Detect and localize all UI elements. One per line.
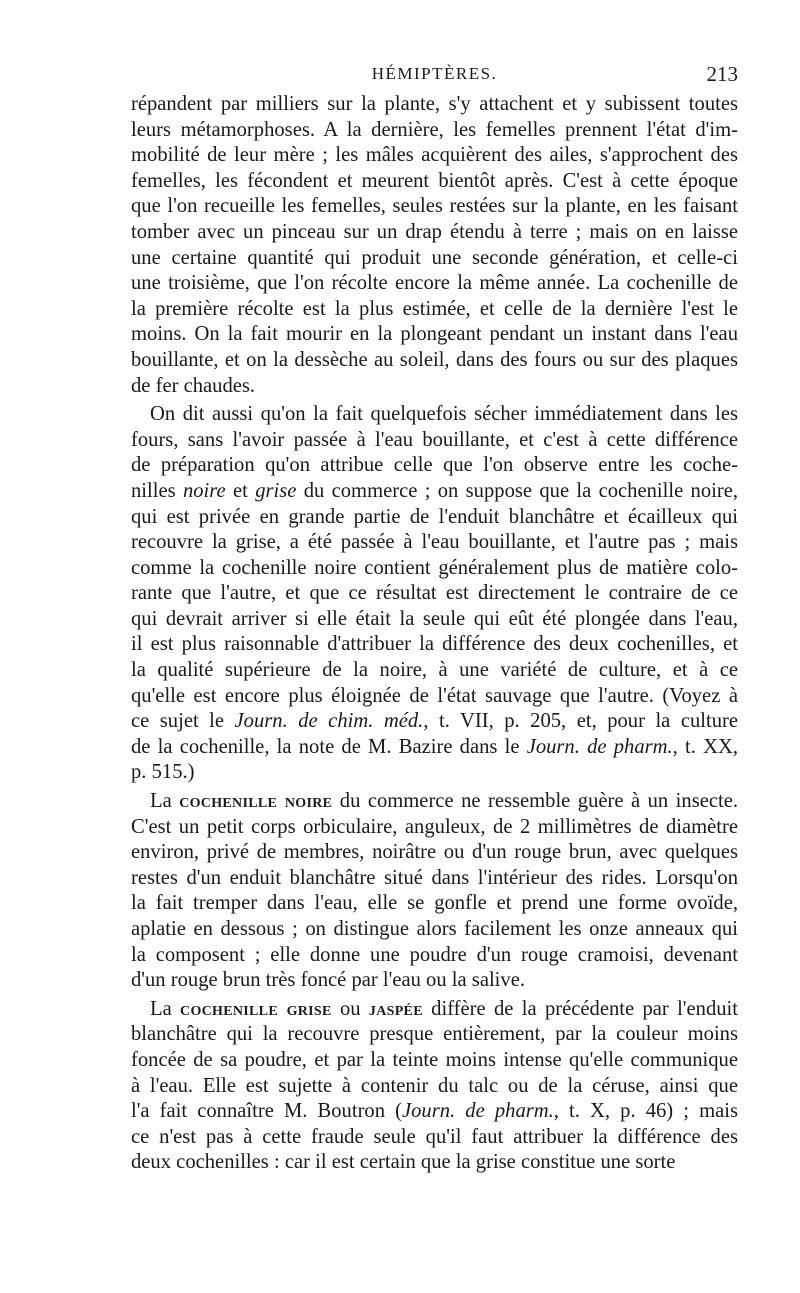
text-segment: la première récolte est la plus estimée, et celle de la dernière l'est le — [131, 297, 738, 320]
page-number: 213 — [706, 62, 738, 86]
text-line — [131, 428, 738, 454]
text-segment: il est plus raisonnable d'attribuer la différence des deux cochenilles, et — [131, 633, 738, 656]
text-segment: C'est un petit corps orbiculaire, anguleux, de 2 millimètres de diamètre — [131, 815, 738, 838]
text-segment: rante que l'autre, et que ce résultat est directement le contraire de ce — [131, 582, 738, 605]
text-segment: une troisième, que l'on récolte encore la même année. La cochenille de — [131, 272, 738, 295]
text-line — [131, 735, 738, 761]
emphasized-term: jaspée — [368, 997, 423, 1020]
text-segment: l'a fait connaître M. Boutron ( — [131, 1100, 402, 1123]
body-text — [131, 92, 738, 1176]
text-segment: blanchâtre qui la recouvre presque entièrement, par la couleur moins — [131, 1023, 738, 1046]
text-segment: restes d'un enduit blanchâtre situé dans l'intérieur des rides. Lorsqu'on — [131, 866, 738, 889]
text-segment: La — [150, 790, 180, 813]
text-segment: , t. X, p. 46) ; mais — [553, 1100, 738, 1123]
text-line — [131, 1048, 738, 1074]
text-line — [131, 658, 738, 684]
text-segment: du commerce ne ressemble guère à un insecte. — [332, 790, 739, 813]
text-segment: tomber avec un pinceau sur un drap étendu à terre ; mais on en laisse — [131, 220, 738, 243]
text-line — [131, 760, 738, 786]
text-line — [131, 581, 738, 607]
text-segment: ce n'est pas à cette fraude seule qu'il faut attribuer la différence des — [131, 1125, 738, 1148]
text-line — [131, 1150, 738, 1176]
text-segment: diffère de la précédente par l'enduit — [422, 997, 738, 1020]
emphasized-term: cochenille noire — [179, 790, 333, 813]
text-segment: recouvre la grise, a été passée à l'eau bouillante, et l'autre pas ; mais — [131, 531, 738, 554]
text-segment: répandent par milliers sur la plante, s'y attachent et y subissent toutes — [131, 93, 738, 115]
text-line — [131, 505, 738, 531]
paragraph — [131, 997, 738, 1176]
text-line — [131, 220, 738, 246]
text-segment: une certaine quantité qui produit une seconde génération, et celle-ci — [131, 246, 738, 269]
text-segment: de préparation qu'on attribue celle que l'on observe entre les coche- — [131, 454, 738, 477]
text-line — [131, 943, 738, 969]
paragraph — [131, 402, 738, 786]
text-line — [131, 709, 738, 735]
text-line — [131, 866, 738, 892]
emphasized-term: cochenille grise — [180, 997, 332, 1020]
italic-text: Journ. de pharm. — [402, 1100, 554, 1123]
text-line — [131, 322, 738, 348]
text-line — [131, 297, 738, 323]
text-line — [131, 1022, 738, 1048]
text-segment: mobilité de leur mère ; les mâles acquièrent des ailes, s'approchent des — [131, 144, 738, 167]
text-line — [131, 530, 738, 556]
text-segment: fours, sans l'avoir passée à l'eau bouillante, et c'est à cette différence — [131, 428, 738, 451]
text-segment: qui devrait arriver si elle était la seule qui eût été plongée dans l'eau, — [131, 607, 738, 630]
text-segment: La — [150, 997, 181, 1020]
text-segment: deux cochenilles : car il est certain que la grise constitue une sorte — [131, 1151, 676, 1174]
running-title: HÉMIPTÈRES. — [371, 64, 498, 83]
italic-text: Journ. de pharm. — [526, 735, 673, 758]
text-segment: la fait tremper dans l'eau, elle se gonfle et prend une forme ovoïde, — [131, 892, 738, 915]
text-segment: aplatie en dessous ; on distingue alors facilement les onze anneaux qui — [131, 918, 738, 940]
text-line — [131, 143, 738, 169]
text-line — [131, 118, 738, 144]
italic-text: grise — [255, 479, 297, 502]
text-line — [131, 374, 738, 400]
text-line — [131, 891, 738, 917]
text-segment: la composent ; elle donne une poudre d'un rouge cramoisi, devenant — [131, 943, 738, 966]
text-line — [131, 968, 738, 994]
text-segment: foncée de sa poudre, et par la teinte moins intense qu'elle communique — [131, 1048, 738, 1071]
text-line — [131, 402, 738, 428]
text-segment: , t. VII, p. 205, et, pour la culture — [423, 710, 739, 733]
text-segment: comme la cochenille noire contient généralement plus de matière colo- — [131, 556, 738, 579]
text-segment: moins. On la fait mourir en la plongeant pendant un instant dans l'eau — [131, 323, 738, 346]
text-segment: p. 515.) — [131, 761, 195, 784]
text-line — [131, 632, 738, 658]
text-segment: femelles, les fécondent et meurent bientôt après. C'est à cette époque — [131, 169, 738, 192]
text-segment: nilles — [131, 479, 183, 502]
text-segment: que l'on recueille les femelles, seules restées sur la plante, en les faisant — [131, 195, 738, 218]
text-segment: , t. XX, — [672, 735, 738, 758]
text-line — [131, 194, 738, 220]
text-segment: bouillante, et on la dessèche au soleil, dans des fours ou sur des plaques — [131, 348, 738, 371]
text-line — [131, 607, 738, 633]
text-segment: et — [225, 479, 256, 502]
text-segment: du commerce ; on suppose que la cochenille noire, — [296, 479, 738, 502]
text-line — [131, 348, 738, 374]
text-segment: d'un rouge brun très foncé par l'eau ou la salive. — [131, 969, 525, 992]
text-line — [131, 453, 738, 479]
text-segment: On dit aussi qu'on la fait quelquefois sécher immédiatement dans les — [150, 403, 738, 426]
text-line — [131, 1125, 738, 1151]
text-line — [131, 684, 738, 710]
text-segment: ou — [331, 997, 369, 1020]
text-segment: ce sujet le — [131, 710, 235, 733]
text-line — [131, 556, 738, 582]
text-segment: à l'eau. Elle est sujette à contenir du talc ou de la céruse, ainsi que — [131, 1074, 738, 1097]
text-line — [131, 271, 738, 297]
text-segment: qu'elle est encore plus éloignée de l'état sauvage que l'autre. (Voyez à — [131, 684, 738, 707]
paragraph — [131, 92, 738, 399]
text-line — [131, 997, 738, 1023]
text-segment: de la cochenille, la note de M. Bazire dans le — [131, 735, 527, 758]
text-line — [131, 840, 738, 866]
paragraph — [131, 789, 738, 994]
text-segment: de fer chaudes. — [131, 374, 256, 397]
text-line — [131, 479, 738, 505]
text-segment: leurs métamorphoses. A la dernière, les femelles prennent l'état d'im- — [131, 118, 738, 141]
italic-text: Journ. de chim. méd. — [234, 710, 424, 733]
text-line — [131, 1074, 738, 1100]
text-line — [131, 1099, 738, 1125]
text-line — [131, 917, 738, 943]
text-line — [131, 789, 738, 815]
text-line — [131, 815, 738, 841]
text-line — [131, 92, 738, 118]
italic-text: noire — [182, 479, 226, 502]
text-line — [131, 169, 738, 195]
text-segment: qui est privée en grande partie de l'enduit blanchâtre et écailleux qui — [131, 505, 738, 528]
page-header — [131, 62, 738, 92]
text-segment: environ, privé de membres, noirâtre ou d'un rouge brun, avec quelques — [131, 841, 738, 864]
text-segment: la qualité supérieure de la noire, à une variété de culture, et à ce — [131, 659, 738, 682]
text-line — [131, 246, 738, 272]
